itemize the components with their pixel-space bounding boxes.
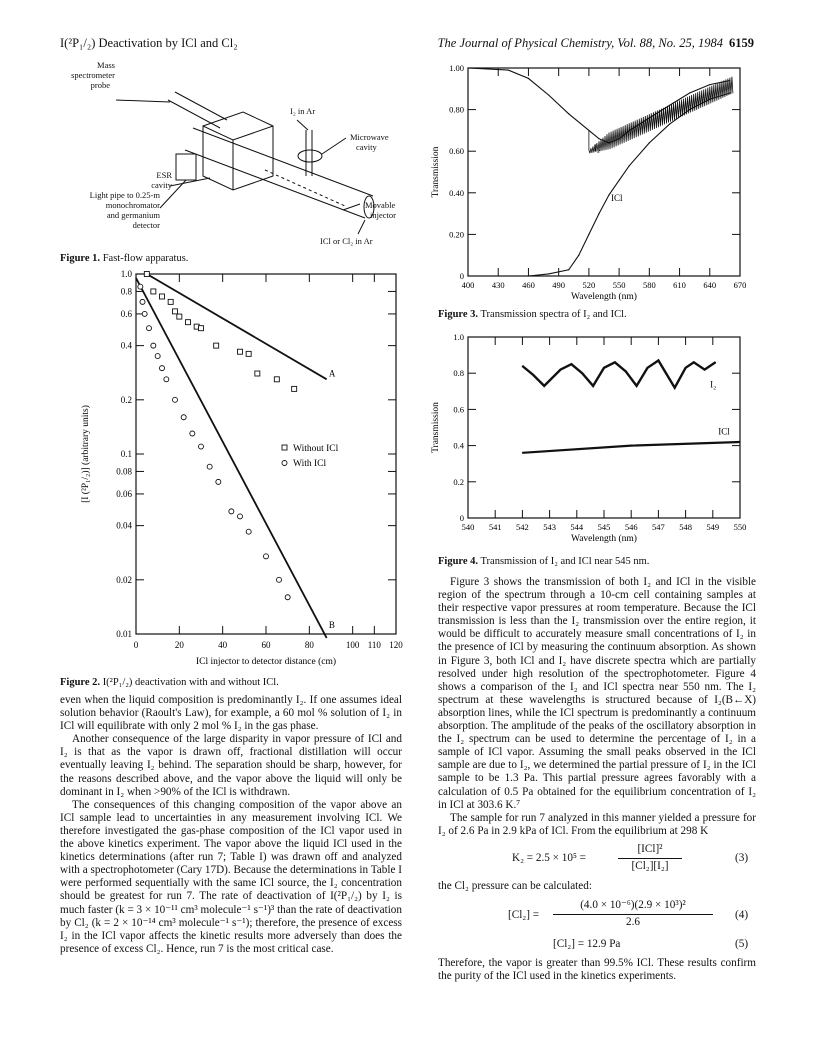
fig3-series-label: I₂ [593, 143, 601, 154]
ms-probe [168, 92, 227, 128]
fig4-data-point [544, 385, 545, 386]
fig3-x-tick-label: 520 [582, 280, 596, 290]
fig3-series-line [468, 93, 730, 276]
figure3-caption-label: Figure 3. [438, 309, 479, 320]
fig3-data-point [629, 165, 630, 166]
fig2-point-with-icl [216, 479, 221, 484]
fig3-y-tick-label: 0 [459, 271, 464, 281]
fig4-x-tick-label: 546 [624, 522, 638, 532]
fig3-data-point [649, 142, 650, 143]
fig4-plot-frame [468, 337, 740, 518]
left-paragraph-2: Another consequence of the large disparity in vapor pressure of ICl and I₂ is that as the vapor is drawn off, fractional distillation will occur eventually leaving I₂ behind. The separation should be sharp, however, for the reasons described above, and the vapor above the liquid will only be dominant in I₂ when >90% of the ICl is withdrawn. [60, 733, 402, 798]
fig3-data-point [598, 138, 599, 139]
injector [265, 170, 345, 206]
fig4-data-point [593, 385, 594, 386]
fig2-x-tick-label: 100 [345, 640, 360, 650]
figure3-caption [438, 308, 627, 321]
fig2-point-without-icl [292, 386, 297, 391]
label-lightpipe-3: and germanium [106, 210, 160, 220]
fig4-series-line [522, 442, 740, 453]
fig2-point-with-icl [229, 509, 234, 514]
fig3-x-axis-label: Wavelength (nm) [571, 292, 637, 302]
fig3-x-tick-label: 580 [642, 280, 656, 290]
fig2-x-tick-label: 80 [304, 640, 314, 650]
right-paragraph-1: Figure 3 shows the transmission of both I₂ and ICl in the visible region of the spectrum through a 10-cm cell containing samples at their respective vapor pressures at room temperature. Because the ICl transmission is less than the I₂ transmission over the entire region, it would be difficult to accurately measure small concentrations of I₂ in the presence of ICl by measuring the continuum absorption. As shown in Figure 3, both ICl and I₂ have discrete spectra which are partially resolved under high resolution of the spectrophotometer. Figure 4 shows a comparison of the I₂ and ICl spectra near 550 nm. The I₂ spectrum at these wavelengths is structured because of I₂(B←X) absorption lines, while the ICl spectrum is predominantly a continuum absorption. The amplitude of the peaks of the oscillatory absorption in the I₂ spectrum can be used to determine the percentage of I₂ in a sample of ICl vapor. Assuming the small peaks observed in the ICl sample are due to I₂, we determined the partial pressure of I₂ in the ICl sample to be 1.3 Pa. This partial pressure agrees favorably with a calculation of 0.5 Pa obtained for the equilibrium concentration of I₂ in ICl at 303.6 K.⁷ [438, 576, 756, 811]
fig2-point-without-icl [168, 299, 173, 304]
fig2-point-with-icl [190, 431, 195, 436]
equation-3-lhs: K₂ = 2.5 × 10⁵ = [512, 852, 586, 864]
fig4-data-point [582, 373, 583, 374]
figure4-caption-text: Transmission of I₂ and ICl near 545 nm. [480, 556, 650, 567]
fig3-data-point [548, 94, 549, 95]
fig3-x-tick-label: 640 [703, 280, 717, 290]
fig4-x-tick-label: 550 [733, 522, 747, 532]
fig4-series-label: I₂ [710, 379, 717, 390]
fig2-point-with-icl [155, 354, 160, 359]
fig2-legend-square [282, 445, 287, 450]
equation-4-number: (4) [735, 909, 749, 921]
fig2-legend-circle [282, 461, 287, 466]
fig2-fit-line [136, 278, 327, 638]
fig4-x-tick-label: 544 [570, 522, 584, 532]
figure4-chart [420, 325, 755, 550]
esr-cavity-block [203, 112, 273, 190]
fig4-x-tick-label: 541 [488, 522, 502, 532]
fig3-y-tick-label: 0.40 [449, 187, 464, 198]
fig3-data-point [568, 113, 569, 114]
fig3-data-point [578, 255, 579, 256]
fig3-x-tick-label: 460 [522, 280, 535, 290]
fig2-point-with-icl [142, 311, 147, 316]
figure4-caption-label: Figure 4. [438, 556, 479, 567]
equation-5: [Cl₂] = 12.9 Pa [553, 938, 621, 950]
i2-inlet [306, 130, 312, 176]
fig2-y-tick-label: 0.6 [120, 308, 132, 319]
fig2-x-tick-label: 60 [261, 640, 271, 650]
fig2-y-tick-label: 0.04 [116, 520, 132, 531]
label-microwave-2: cavity [356, 142, 377, 152]
figure4-caption [438, 555, 649, 568]
fig2-point-with-icl [140, 299, 145, 304]
fig4-y-tick-label: 0 [459, 513, 464, 523]
fig4-y-tick-label: 0.4 [453, 440, 464, 451]
fig2-y-axis-label: [I (²P₁/₂)] (arbitrary units) [81, 405, 91, 503]
fig2-point-with-icl [246, 529, 251, 534]
label-icl-in-ar: ICl or Cl₂ in Ar [320, 236, 373, 246]
fig2-point-with-icl [181, 415, 186, 420]
right-column-text [438, 576, 756, 838]
fig4-data-point [704, 369, 705, 370]
fig4-x-tick-label: 548 [679, 522, 692, 532]
fig4-data-point [631, 445, 632, 446]
fig4-x-tick-label: 542 [516, 522, 529, 532]
fig3-data-point [508, 69, 509, 70]
fig2-point-with-icl [147, 326, 152, 331]
fig2-point-with-icl [285, 595, 290, 600]
label-lightpipe-2: monochromator [105, 200, 160, 210]
fig2-x-tick-label: 0 [133, 640, 139, 650]
fig4-data-point [658, 360, 659, 361]
fig3-data-point [689, 92, 690, 93]
fig2-y-tick-label: 0.1 [120, 449, 132, 459]
fig2-legend-with: With ICl [293, 459, 327, 469]
figure1-caption [60, 252, 188, 265]
fig4-data-point [685, 367, 686, 368]
fig4-data-point [715, 362, 716, 363]
fig2-y-tick-label: 0.2 [120, 394, 132, 405]
fig4-series-label: ICl [718, 426, 730, 437]
fig2-point-without-icl [246, 351, 251, 356]
label-ms-2: spectrometer [71, 70, 115, 80]
journal-info [438, 36, 754, 51]
fig2-point-with-icl [277, 577, 282, 582]
label-movable-1: Movable [365, 200, 396, 210]
flow-tube [185, 128, 373, 218]
fig4-x-tick-label: 547 [652, 522, 665, 532]
fig3-x-tick-label: 610 [673, 280, 686, 290]
fig4-x-tick-label: 543 [543, 522, 556, 532]
fig4-y-tick-label: 0.8 [453, 368, 464, 379]
fig3-x-tick-label: 550 [612, 280, 626, 290]
label-movable-2: injector [370, 210, 396, 220]
figure3-chart [420, 58, 755, 303]
fig4-x-tick-label: 545 [597, 522, 611, 532]
fig4-data-point [614, 362, 615, 363]
fig2-x-tick-label: 40 [218, 640, 228, 650]
fig4-data-point [625, 371, 626, 372]
fig4-series-line [522, 361, 715, 388]
right-paragraph-4: Therefore, the vapor is greater than 99.5% ICl. These results confirm the purity of the ICl used in the kinetics experiments. [438, 957, 756, 983]
fig3-y-tick-label: 0.20 [449, 229, 464, 240]
fig3-data-point [619, 180, 620, 181]
fig2-point-without-icl [214, 343, 219, 348]
fig4-y-tick-label: 0.2 [453, 476, 464, 487]
fig2-y-tick-label: 0.4 [120, 340, 132, 351]
journal-citation: The Journal of Physical Chemistry, Vol. 88, No. 25, 1984 [437, 36, 723, 50]
running-head: I(²P₁/₂) Deactivation by ICl and Cl₂ [60, 36, 238, 50]
equation-4-numerator: (4.0 × 10⁻⁶)(2.9 × 10³)² [580, 899, 686, 911]
equation-3-fraction-bar [618, 858, 682, 859]
fig2-point-without-icl [177, 314, 182, 319]
label-esr-1: ESR [156, 170, 172, 180]
fig3-series-label: ICl [611, 193, 623, 204]
fig2-plot-frame [136, 274, 396, 634]
equation-3-numerator: [ICl]² [637, 843, 663, 855]
fig4-data-point [636, 385, 637, 386]
fig2-point-with-icl [164, 377, 169, 382]
fig2-point-with-icl [238, 514, 243, 519]
fig4-data-point [739, 441, 740, 442]
fig2-fit-line [147, 274, 327, 379]
fig2-point-with-icl [138, 284, 143, 289]
fig3-x-tick-label: 400 [461, 280, 475, 290]
fig2-point-without-icl [151, 289, 156, 294]
fig4-data-point [603, 367, 604, 368]
fig4-x-axis-label: Wavelength (nm) [571, 534, 637, 544]
label-microwave-1: Microwave [350, 132, 389, 142]
left-paragraph-1: even when the liquid composition is predominantly I₂. If one assumes ideal solution behavior (Raoult's Law), for example, a 60 mol % solution of I₂ in ICl will equilibrate with only 2 mol % I₂ in the gas phase. [60, 694, 402, 733]
fig2-line-label-b: B [328, 619, 335, 630]
figure2-caption-label: Figure 2. [60, 677, 101, 688]
equation-5-number: (5) [735, 938, 749, 950]
figure2-caption [60, 676, 279, 689]
fig2-y-tick-label: 0.8 [120, 286, 132, 297]
fig3-data-point [709, 84, 710, 85]
equation-3-denominator: [Cl₂][I₂] [631, 860, 669, 872]
fig2-legend-without: Without ICl [293, 444, 339, 454]
fig2-point-without-icl [173, 309, 178, 314]
label-ms-1: Mass [97, 60, 115, 70]
fig2-y-tick-label: 1.0 [120, 269, 132, 279]
equation-4-fraction-bar [553, 914, 713, 915]
fig3-x-tick-label: 490 [552, 280, 566, 290]
fig4-data-point [647, 367, 648, 368]
left-column-text [60, 694, 402, 956]
fig4-data-point [522, 452, 523, 453]
fig2-point-with-icl [199, 444, 204, 449]
fig3-data-point [528, 275, 529, 276]
equation-3-number: (3) [735, 852, 749, 864]
page-number: 6159 [729, 36, 754, 50]
fig2-y-tick-label: 0.02 [116, 574, 132, 585]
fig2-point-without-icl [160, 294, 165, 299]
fig2-x-tick-label: 20 [174, 640, 184, 650]
fig2-point-with-icl [151, 343, 156, 348]
fig4-y-tick-label: 1.0 [453, 332, 464, 342]
fig2-point-without-icl [186, 320, 191, 325]
fig3-y-axis-label: Transmission [431, 146, 441, 198]
figure3-caption-text: Transmission spectra of I₂ and ICl. [480, 309, 627, 320]
label-lightpipe-4: detector [132, 220, 160, 230]
fig2-y-tick-label: 0.01 [116, 629, 132, 639]
fig4-data-point [522, 365, 523, 366]
fig2-x-axis-label: ICl injector to detector distance (cm) [195, 657, 337, 667]
fig2-x-tick-label: 110 [367, 640, 381, 650]
fig2-line-label-a: A [328, 368, 336, 379]
fig4-data-point [674, 387, 675, 388]
label-esr-2: cavity [151, 180, 172, 190]
microwave-cavity [298, 150, 322, 162]
fig3-y-tick-label: 1.00 [449, 63, 464, 73]
fig2-point-without-icl [274, 377, 279, 382]
fig4-x-tick-label: 540 [461, 522, 475, 532]
fig2-point-without-icl [238, 349, 243, 354]
fig3-data-point [598, 213, 599, 214]
label-lightpipe-1: Light pipe to 0.25-m [89, 190, 160, 200]
equation-4-lhs: [Cl₂] = [508, 909, 540, 921]
fig4-x-tick-label: 549 [706, 522, 720, 532]
fig3-data-point [528, 78, 529, 79]
fig3-data-point [729, 92, 730, 93]
fig2-point-with-icl [264, 554, 269, 559]
figure1-caption-text: Fast-flow apparatus. [102, 253, 189, 264]
fig3-data-point [467, 275, 468, 276]
figure1-caption-label: Figure 1. [60, 253, 101, 264]
fig2-y-tick-label: 0.06 [116, 488, 132, 499]
fig4-data-point [693, 362, 694, 363]
fig3-x-tick-label: 670 [733, 280, 747, 290]
fig2-x-tick-label: 120 [389, 640, 403, 650]
fig2-point-with-icl [160, 366, 165, 371]
fig4-data-point [533, 374, 534, 375]
fig2-point-without-icl [255, 371, 260, 376]
fig2-point-without-icl [144, 272, 149, 277]
fig3-y-tick-label: 0.60 [449, 146, 464, 157]
fig2-point-without-icl [199, 326, 204, 331]
fig3-data-point [669, 124, 670, 125]
fig2-point-with-icl [173, 397, 178, 402]
fig4-data-point [560, 369, 561, 370]
right-paragraph-3: the Cl₂ pressure can be calculated: [438, 880, 592, 892]
fig4-y-axis-label: Transmission [431, 402, 441, 453]
fig3-data-point [608, 194, 609, 195]
figure2-chart [58, 266, 410, 674]
label-i2-in-ar: I₂ in Ar [290, 106, 316, 116]
fig4-data-point [571, 364, 572, 365]
fig2-point-with-icl [207, 464, 212, 469]
detector [176, 154, 196, 180]
fig3-data-point [588, 234, 589, 235]
fig3-data-point [467, 67, 468, 68]
right-paragraph-2: The sample for run 7 analyzed in this manner yielded a pressure for I₂ of 2.6 Pa in 2.9 kPa of ICl. From the equilibrium at 298 K [438, 811, 756, 837]
fig3-data-point [548, 273, 549, 274]
fig3-data-point [568, 269, 569, 270]
fig4-y-tick-label: 0.6 [453, 404, 464, 415]
left-paragraph-3: The consequences of this changing composition of the vapor above an ICl sample lead to uncertainties in any measurement involving ICl. We therefore investigated the gas-phase composition of the ICl vapor used in the above kinetics experiment. The vapor above the liquid ICl used in the kinetics determinations (after run 7; Table I) was drawn off and analyzed with a spectrophotometer (Cary 17D). Because the determinations in Table I were performed sequentially with the same ICl source, the I₂ concentration should be greatest for run 7. The rate of deactivation of I(²P₁/₂) by I₂ is much faster (k = 3 × 10⁻¹¹ cm³ molecule⁻¹ s⁻¹)³ than the rate of deactivation by Cl₂ (k = 2 × 10⁻¹⁴ cm³ molecule⁻¹ s⁻¹); therefore, the presence of excess I₂ in the ICl vapor affects the kinetic results more adversely than does the presence of excess Cl₂. Hence, run 7 is the most critical case. [60, 798, 402, 955]
equation-4-denominator: 2.6 [626, 916, 640, 928]
figure2-caption-text: I(²P₁/₂) deactivation with and without ICl. [102, 677, 279, 688]
fig2-y-tick-label: 0.08 [116, 466, 132, 477]
figure1-apparatus [60, 58, 405, 248]
fig3-x-tick-label: 430 [491, 280, 505, 290]
fig3-i2-band-structure [589, 77, 733, 154]
fig3-y-tick-label: 0.80 [449, 104, 464, 115]
label-ms-3: probe [90, 80, 110, 90]
